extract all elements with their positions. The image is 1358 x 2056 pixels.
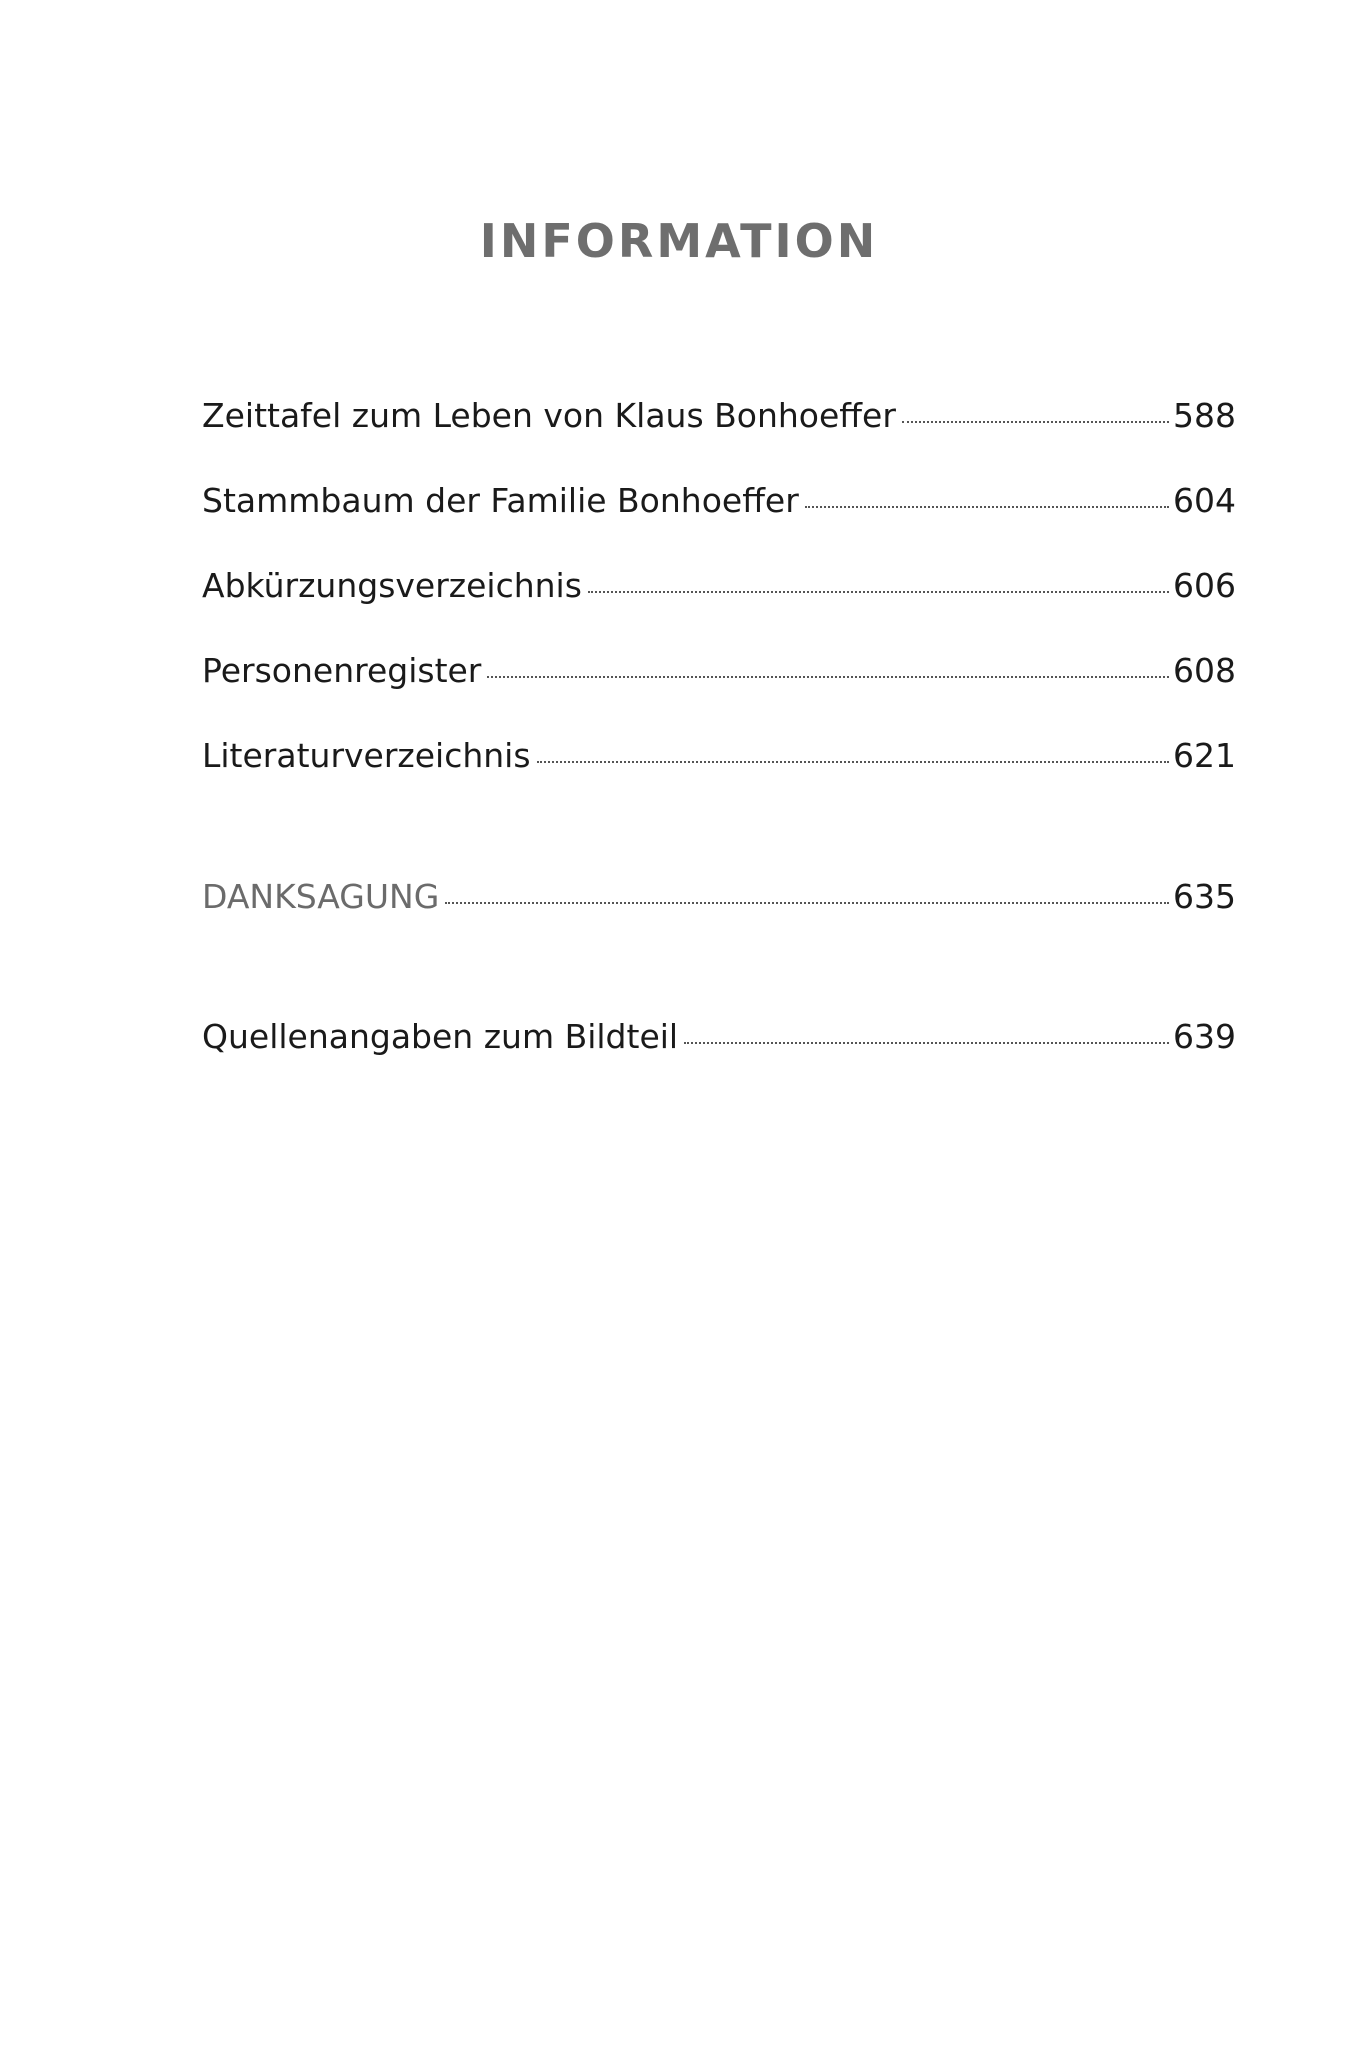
- dot-leader: [487, 676, 1169, 678]
- section-heading: INFORMATION: [479, 214, 879, 268]
- dot-leader: [902, 421, 1169, 423]
- toc-entry-label: Literaturverzeichnis: [202, 736, 531, 775]
- toc-page-number: 635: [1173, 877, 1236, 916]
- toc-entry-personenregister[interactable]: [202, 647, 1236, 695]
- toc-entry-label: Quellenangaben zum Bildteil: [202, 1017, 679, 1056]
- dot-leader: [684, 1042, 1169, 1044]
- toc-entry-stammbaum[interactable]: [202, 477, 1236, 525]
- dot-leader: [445, 902, 1169, 904]
- toc-entry-label: Stammbaum der Familie Bonhoeffer: [202, 481, 799, 520]
- toc-entry-literaturverzeichnis[interactable]: [202, 732, 1236, 780]
- toc-page-number: 588: [1173, 396, 1236, 435]
- toc-entry-label: Abkürzungsverzeichnis: [202, 566, 582, 605]
- toc-page-number: 606: [1173, 566, 1236, 605]
- toc-entry-label: DANKSAGUNG: [202, 877, 440, 916]
- toc-page-number: 639: [1173, 1017, 1236, 1056]
- toc-entry-label: Zeittafel zum Leben von Klaus Bonhoeffer: [202, 396, 896, 435]
- toc-entry-label: Personenregister: [202, 651, 482, 690]
- dot-leader: [537, 761, 1169, 763]
- dot-leader: [588, 591, 1169, 593]
- dot-leader: [805, 506, 1169, 508]
- toc-entry-quellenangaben[interactable]: [202, 1013, 1236, 1061]
- toc-entry-abkuerzungsverzeichnis[interactable]: [202, 562, 1236, 610]
- toc-entry-zeittafel[interactable]: [202, 392, 1236, 440]
- toc-page-number: 621: [1173, 736, 1236, 775]
- toc-entry-danksagung[interactable]: [202, 873, 1236, 921]
- toc-page-number: 604: [1173, 481, 1236, 520]
- toc-page-number: 608: [1173, 651, 1236, 690]
